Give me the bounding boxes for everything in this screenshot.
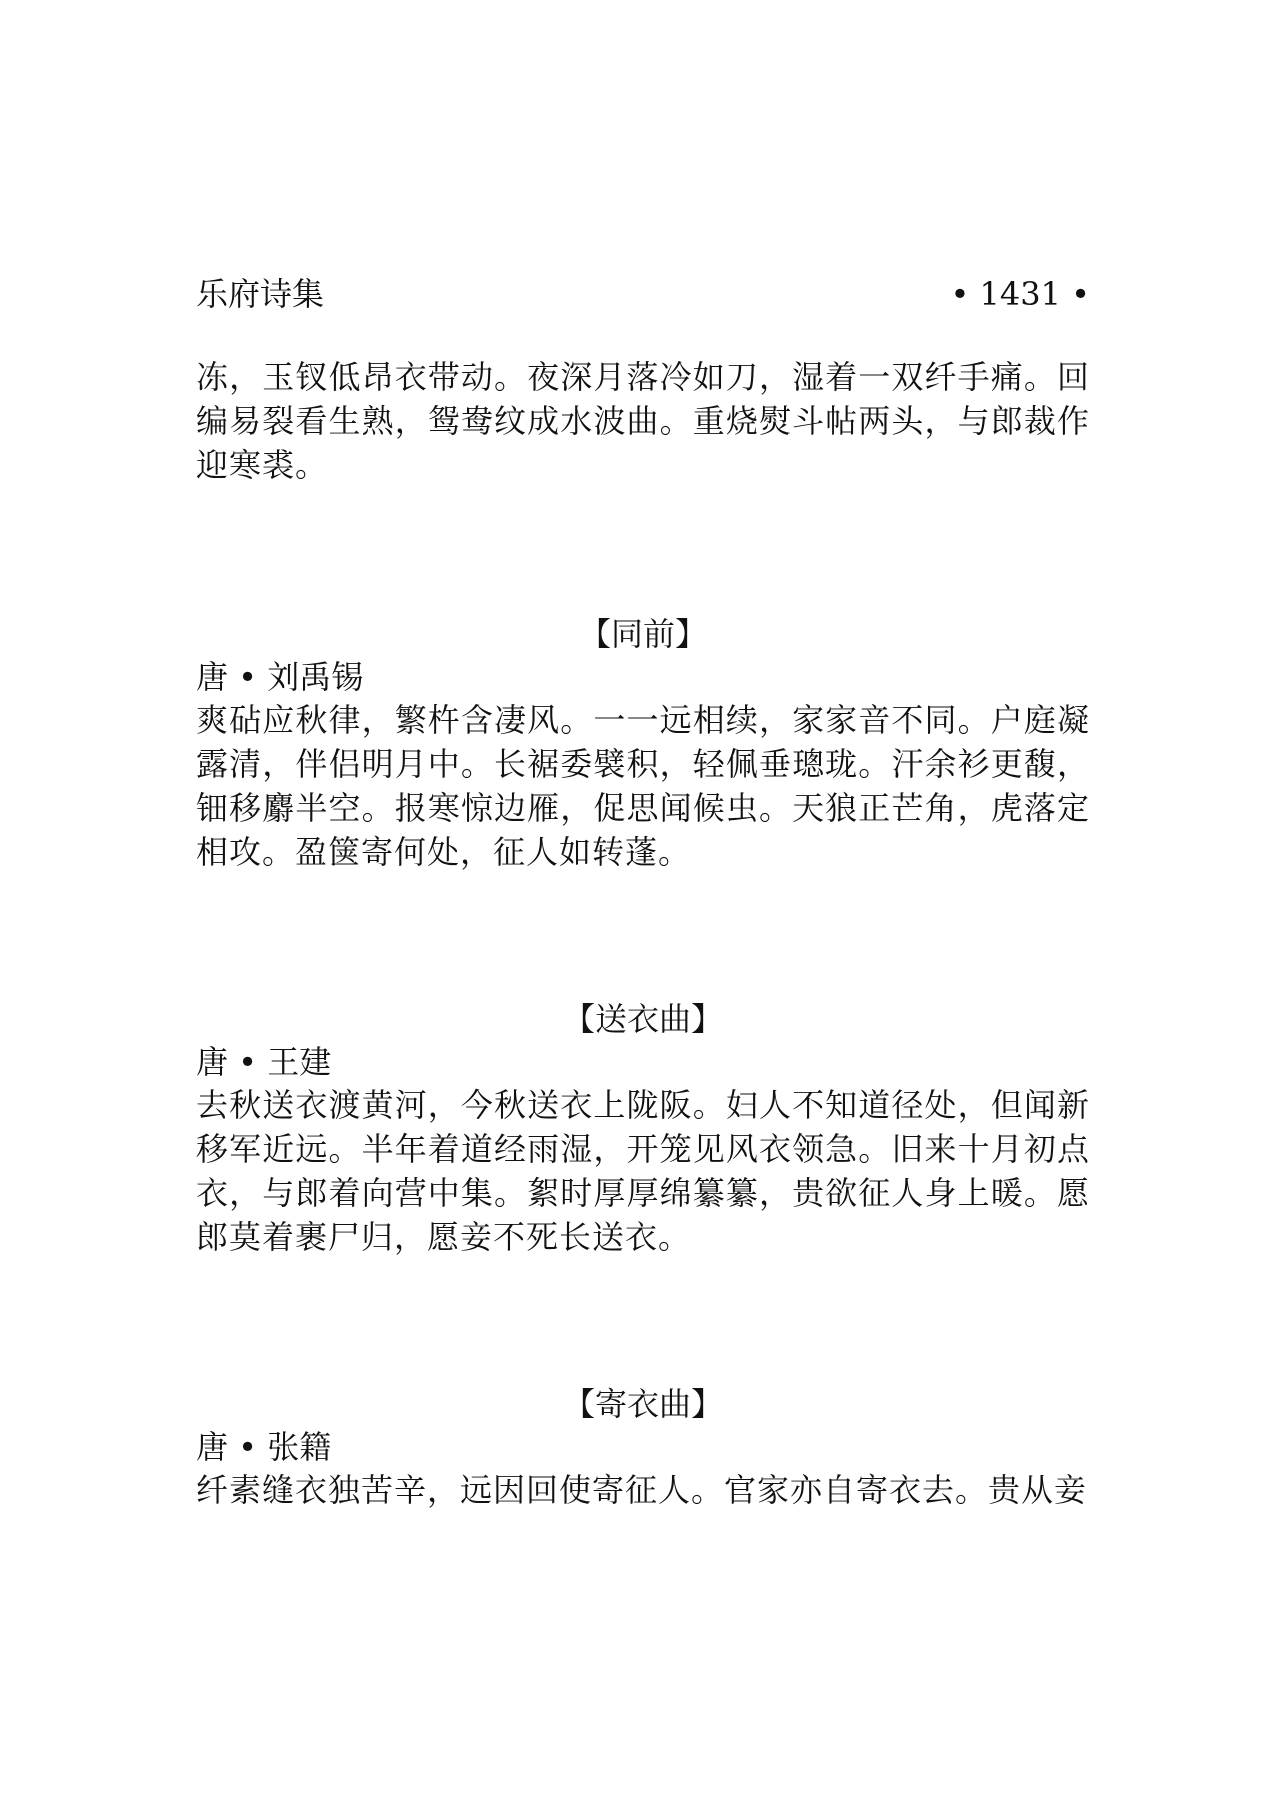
page-header xyxy=(196,272,1090,316)
poem-text: 纤素缝衣独苦辛，远因回使寄征人。官家亦自寄衣去。贵从妾 xyxy=(196,1471,1088,1509)
section-author: 唐 • 刘禹锡 xyxy=(196,658,364,696)
page-number: • 1431 • xyxy=(950,275,1090,313)
poem-text: 去秋送衣渡黄河，今秋送衣上陇阪。妇人不知道径处，但闻新移军近远。半年着道经雨湿，开笼见风衣领急。旧来十月初点衣，与郎着向营中集。絮时厚厚绵纂纂，贵欲征人身上暖。愿郎莫着裹尸归，愿妾不死长送衣。 xyxy=(196,1086,1090,1256)
section-author: 唐 • 王建 xyxy=(196,1043,332,1081)
section-author: 唐 • 张籍 xyxy=(196,1428,332,1466)
book-title: 乐府诗集 xyxy=(196,275,325,313)
section-title: 【送衣曲】 xyxy=(562,1000,723,1038)
poem-text: 爽砧应秋律，繁杵含凄风。一一远相续，家家音不同。户庭凝露清，伴侣明月中。长裾委襞积，轻佩垂璁珑。汗余衫更馥，钿移麝半空。报寒惊边雁，促思闻候虫。天狼正芒角，虎落定相攻。盈箧寄何处，征人如转蓬。 xyxy=(196,701,1090,871)
section-title: 【寄衣曲】 xyxy=(562,1385,723,1423)
section-title: 【同前】 xyxy=(578,615,707,653)
continued-poem-text: 冻，玉钗低昂衣带动。夜深月落冷如刀，湿着一双纤手痛。回编易裂看生熟，鸳鸯纹成水波曲。重烧熨斗帖两头，与郎裁作迎寒裘。 xyxy=(196,358,1090,484)
